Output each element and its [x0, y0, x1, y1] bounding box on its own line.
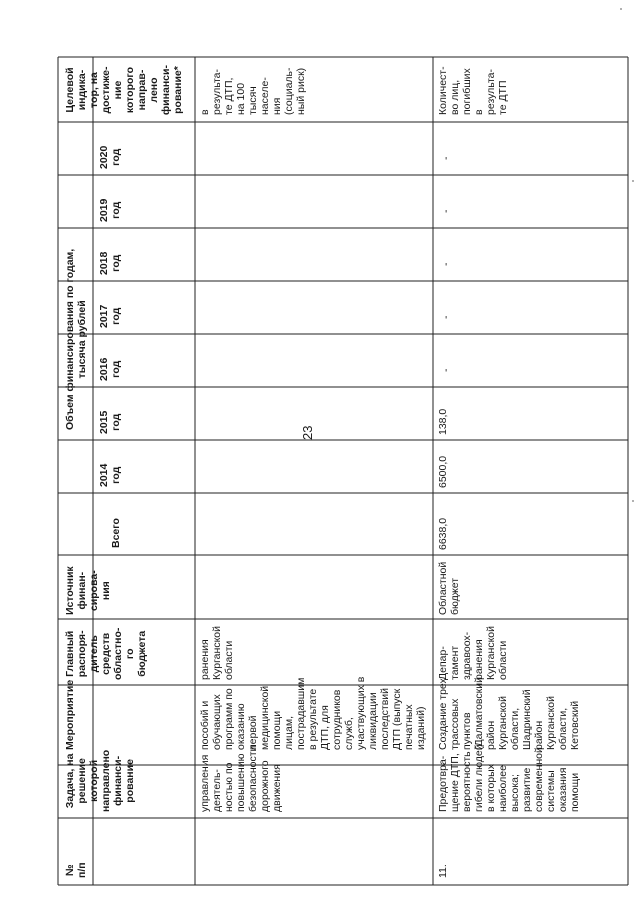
header-year-2015: 2015 год	[98, 410, 122, 434]
row2-task: Предотвра- щение ДТП, вероятность гибели людей в которых наиболее высока; развитие современной системы оказания помощи	[437, 744, 581, 812]
scan-speck	[620, 8, 622, 10]
header-indicator: Целевой индика- тор, на достиже- ние которого направ- лено финанси- рование*	[64, 65, 184, 115]
header-year-2020: 2020 год	[98, 145, 122, 169]
row1-task: управления деятель- ностью по повышению безопасности дорожного движения	[199, 745, 283, 812]
row2-year-2014: 6500,0	[437, 455, 449, 488]
scan-speck	[632, 500, 634, 502]
header-source: Источник финан- сирова- ния	[64, 566, 112, 615]
row1-event: пособий и обучающих программ по оказанию первой медицинской помощи лицам, пострадавшим в результате ДТП, для сотрудников служб, участвующих в ликвидации последствий ДТП (выпуск печатных изданий)	[199, 676, 427, 750]
header-distributor: Главный распоря- дитель средств областно- го бюджета	[64, 627, 148, 680]
row1-indicator: в результа- те ДТП, на 100 тысяч населе- ния (социаль- ный риск)	[199, 67, 307, 115]
scan-speck	[632, 180, 634, 182]
row2-event: Создание трех трассовых пунктов (Далматовский район Курганской области, Шадринский район Курганской области, Кетовский	[437, 677, 581, 750]
header-num: № п/п	[64, 862, 88, 878]
header-volume: Объем финансирования по годам, тысяча рублей	[64, 248, 88, 430]
header-event: Мероприятие	[64, 679, 76, 750]
header-year-2014: 2014 год	[98, 463, 122, 487]
header-year-2018: 2018 год	[98, 251, 122, 275]
row2-year-2020: -	[440, 156, 452, 160]
row2-year-2015: 138,0	[437, 408, 449, 435]
row2-total: 6638,0	[437, 517, 449, 550]
row2-source: Областной бюджет	[437, 561, 461, 615]
row2-year-2019: -	[440, 209, 452, 213]
page-number: 23	[300, 425, 315, 440]
header-year-2016: 2016 год	[98, 357, 122, 381]
header-task: Задача, на решение которой направлено финанси- рование	[64, 749, 136, 812]
row2-year-2017: -	[440, 315, 452, 319]
row2-indicator: Количест- во лиц, погибших в результа- те ДТП	[437, 66, 509, 115]
row2-year-2018: -	[440, 262, 452, 266]
header-total: Всего	[110, 518, 122, 548]
row2-distributor: Депар- тамент здравоох- ранения Курганской области	[437, 626, 509, 680]
row2-num: 11.	[437, 864, 449, 878]
row1-distributor: ранения Курганской области	[199, 626, 235, 680]
row2-year-2016: -	[440, 368, 452, 372]
header-year-2019: 2019 год	[98, 198, 122, 222]
header-year-2017: 2017 год	[98, 304, 122, 328]
